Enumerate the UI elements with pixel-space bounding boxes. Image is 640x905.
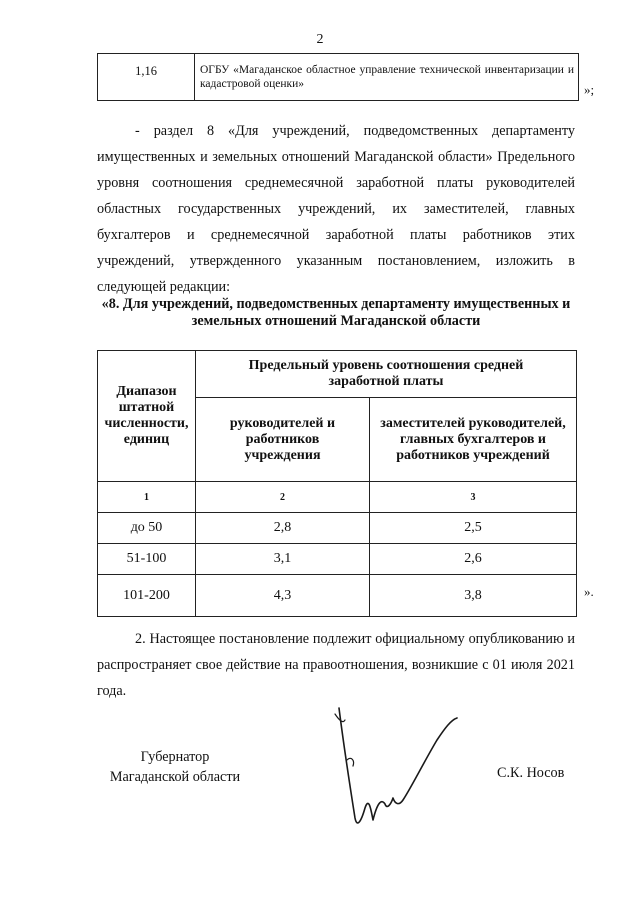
column-index: 1 <box>98 482 196 513</box>
publication-paragraph: 2. Настоящее постановление подлежит официальному опубликованию и распространяет свое действие на правоотношения, возникшие с 01 июля 2021 года. <box>97 631 575 699</box>
heads-value-cell: 2,8 <box>196 513 370 544</box>
previous-table-row <box>97 53 579 101</box>
governor-title <box>100 747 250 787</box>
closing-quote-2: ». <box>584 584 594 599</box>
staff-range-header-text: Диапазон штатной численности, единиц <box>104 384 189 447</box>
institution-name: ОГБУ «Магаданское областное управление технической инвентаризации и кадастровой оценки» <box>200 64 574 90</box>
range-cell: 51-100 <box>98 544 196 575</box>
deputies-value-cell: 2,5 <box>370 513 577 544</box>
governor-region: Магаданской области <box>109 769 241 785</box>
ratio-group-header-text: Предельный уровень соотношения средней заработной платы <box>248 358 524 389</box>
ratio-group-header <box>196 351 577 398</box>
salary-ratio-table <box>97 350 577 617</box>
heads-header-text: руководителей и работников учреждения <box>229 415 336 463</box>
closing-quote-1: »; <box>584 82 595 97</box>
handwritten-signature <box>325 700 475 840</box>
row-number: 1,16 <box>98 54 195 100</box>
deputies-header <box>370 398 577 482</box>
heads-value-cell: 4,3 <box>196 575 370 617</box>
table-row <box>98 513 577 544</box>
heads-header <box>196 398 370 482</box>
heads-value-cell: 3,1 <box>196 544 370 575</box>
range-cell: 101-200 <box>98 575 196 617</box>
section-heading: «8. Для учреждений, подведомственных департаменту имущественных и земельных отношений Магаданской области <box>101 296 571 329</box>
staff-range-header <box>98 351 196 482</box>
amendment-paragraph: - раздел 8 «Для учреждений, подведомственных департаменту имущественных и земельных отношений Магаданской области» Предельного уровня соотношения среднемесячной заработной платы руководителей областных государственных учреждений, их заместителей, главных бухгалтеров и среднемесячной заработной платы работников этих учреждений, утвержденного указанным постановлением, изложить в следующей редакции: <box>97 123 575 295</box>
governor-position: Губернатор <box>140 749 210 765</box>
deputies-value-cell: 2,6 <box>370 544 577 575</box>
table-row <box>98 575 577 617</box>
page-number: 2 <box>316 32 324 47</box>
column-index: 3 <box>370 482 577 513</box>
column-index: 2 <box>196 482 370 513</box>
table-row <box>98 544 577 575</box>
governor-name: С.К. Носов <box>497 765 565 781</box>
deputies-header-text: заместителей руководителей, главных бухгалтеров и работников учреждений <box>380 415 566 463</box>
range-cell: до 50 <box>98 513 196 544</box>
deputies-value-cell: 3,8 <box>370 575 577 617</box>
